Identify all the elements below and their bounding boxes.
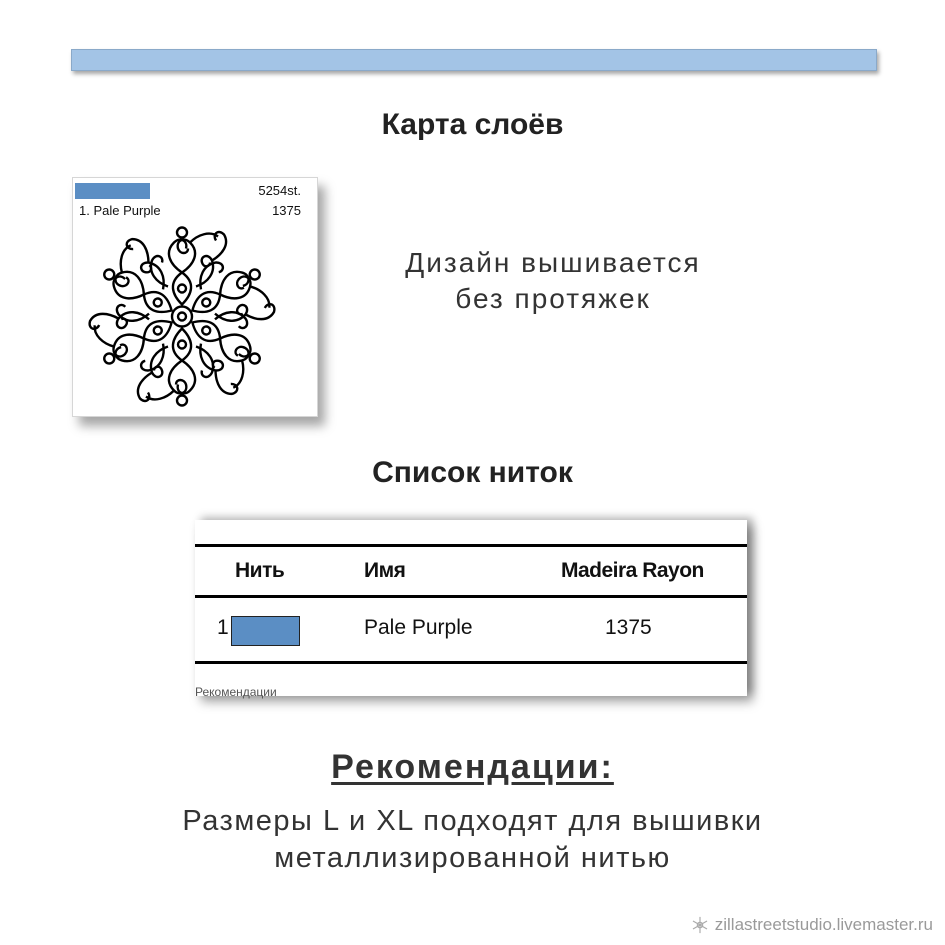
layer-name: 1. Pale Purple (79, 203, 161, 218)
column-header-name: Имя (364, 559, 406, 582)
table-header-row (195, 547, 747, 595)
snowflake-icon (691, 916, 709, 934)
watermark (691, 915, 933, 935)
lace-snowflake-design (87, 224, 277, 409)
recommendations-heading: Рекомендации: (331, 748, 614, 786)
layer-color-swatch (75, 183, 150, 199)
column-header-thread: Нить (235, 559, 285, 582)
thread-code: 1375 (605, 616, 652, 639)
recommendation-line-1: Размеры L и XL подходят для вышивки (182, 805, 763, 837)
thread-list-title: Список ниток (372, 456, 573, 489)
stitch-count: 5254st. (258, 183, 301, 198)
thread-name: Pale Purple (364, 616, 473, 639)
cut-off-caption: Рекомендации (195, 685, 277, 699)
layer-map-card (72, 177, 318, 417)
column-header-madeira: Madeira Rayon (561, 559, 704, 582)
layers-map-title: Карта слоёв (381, 108, 564, 141)
recommendation-line-2: металлизированной нитью (274, 842, 671, 874)
table-rule-bottom (195, 661, 747, 664)
table-row (195, 598, 747, 661)
thread-table (195, 544, 747, 664)
thread-color-swatch (231, 616, 300, 646)
layer-code: 1375 (272, 203, 301, 218)
thread-list-card (195, 520, 747, 699)
note-line-1: Дизайн вышивается (405, 247, 701, 278)
no-jumps-note (348, 245, 758, 317)
watermark-text: zillastreetstudio.livemaster.ru (714, 915, 933, 934)
note-line-2: без протяжек (455, 283, 651, 314)
top-banner-bar (71, 49, 877, 71)
thread-number: 1 (217, 616, 229, 639)
recommendations-text (0, 803, 945, 877)
